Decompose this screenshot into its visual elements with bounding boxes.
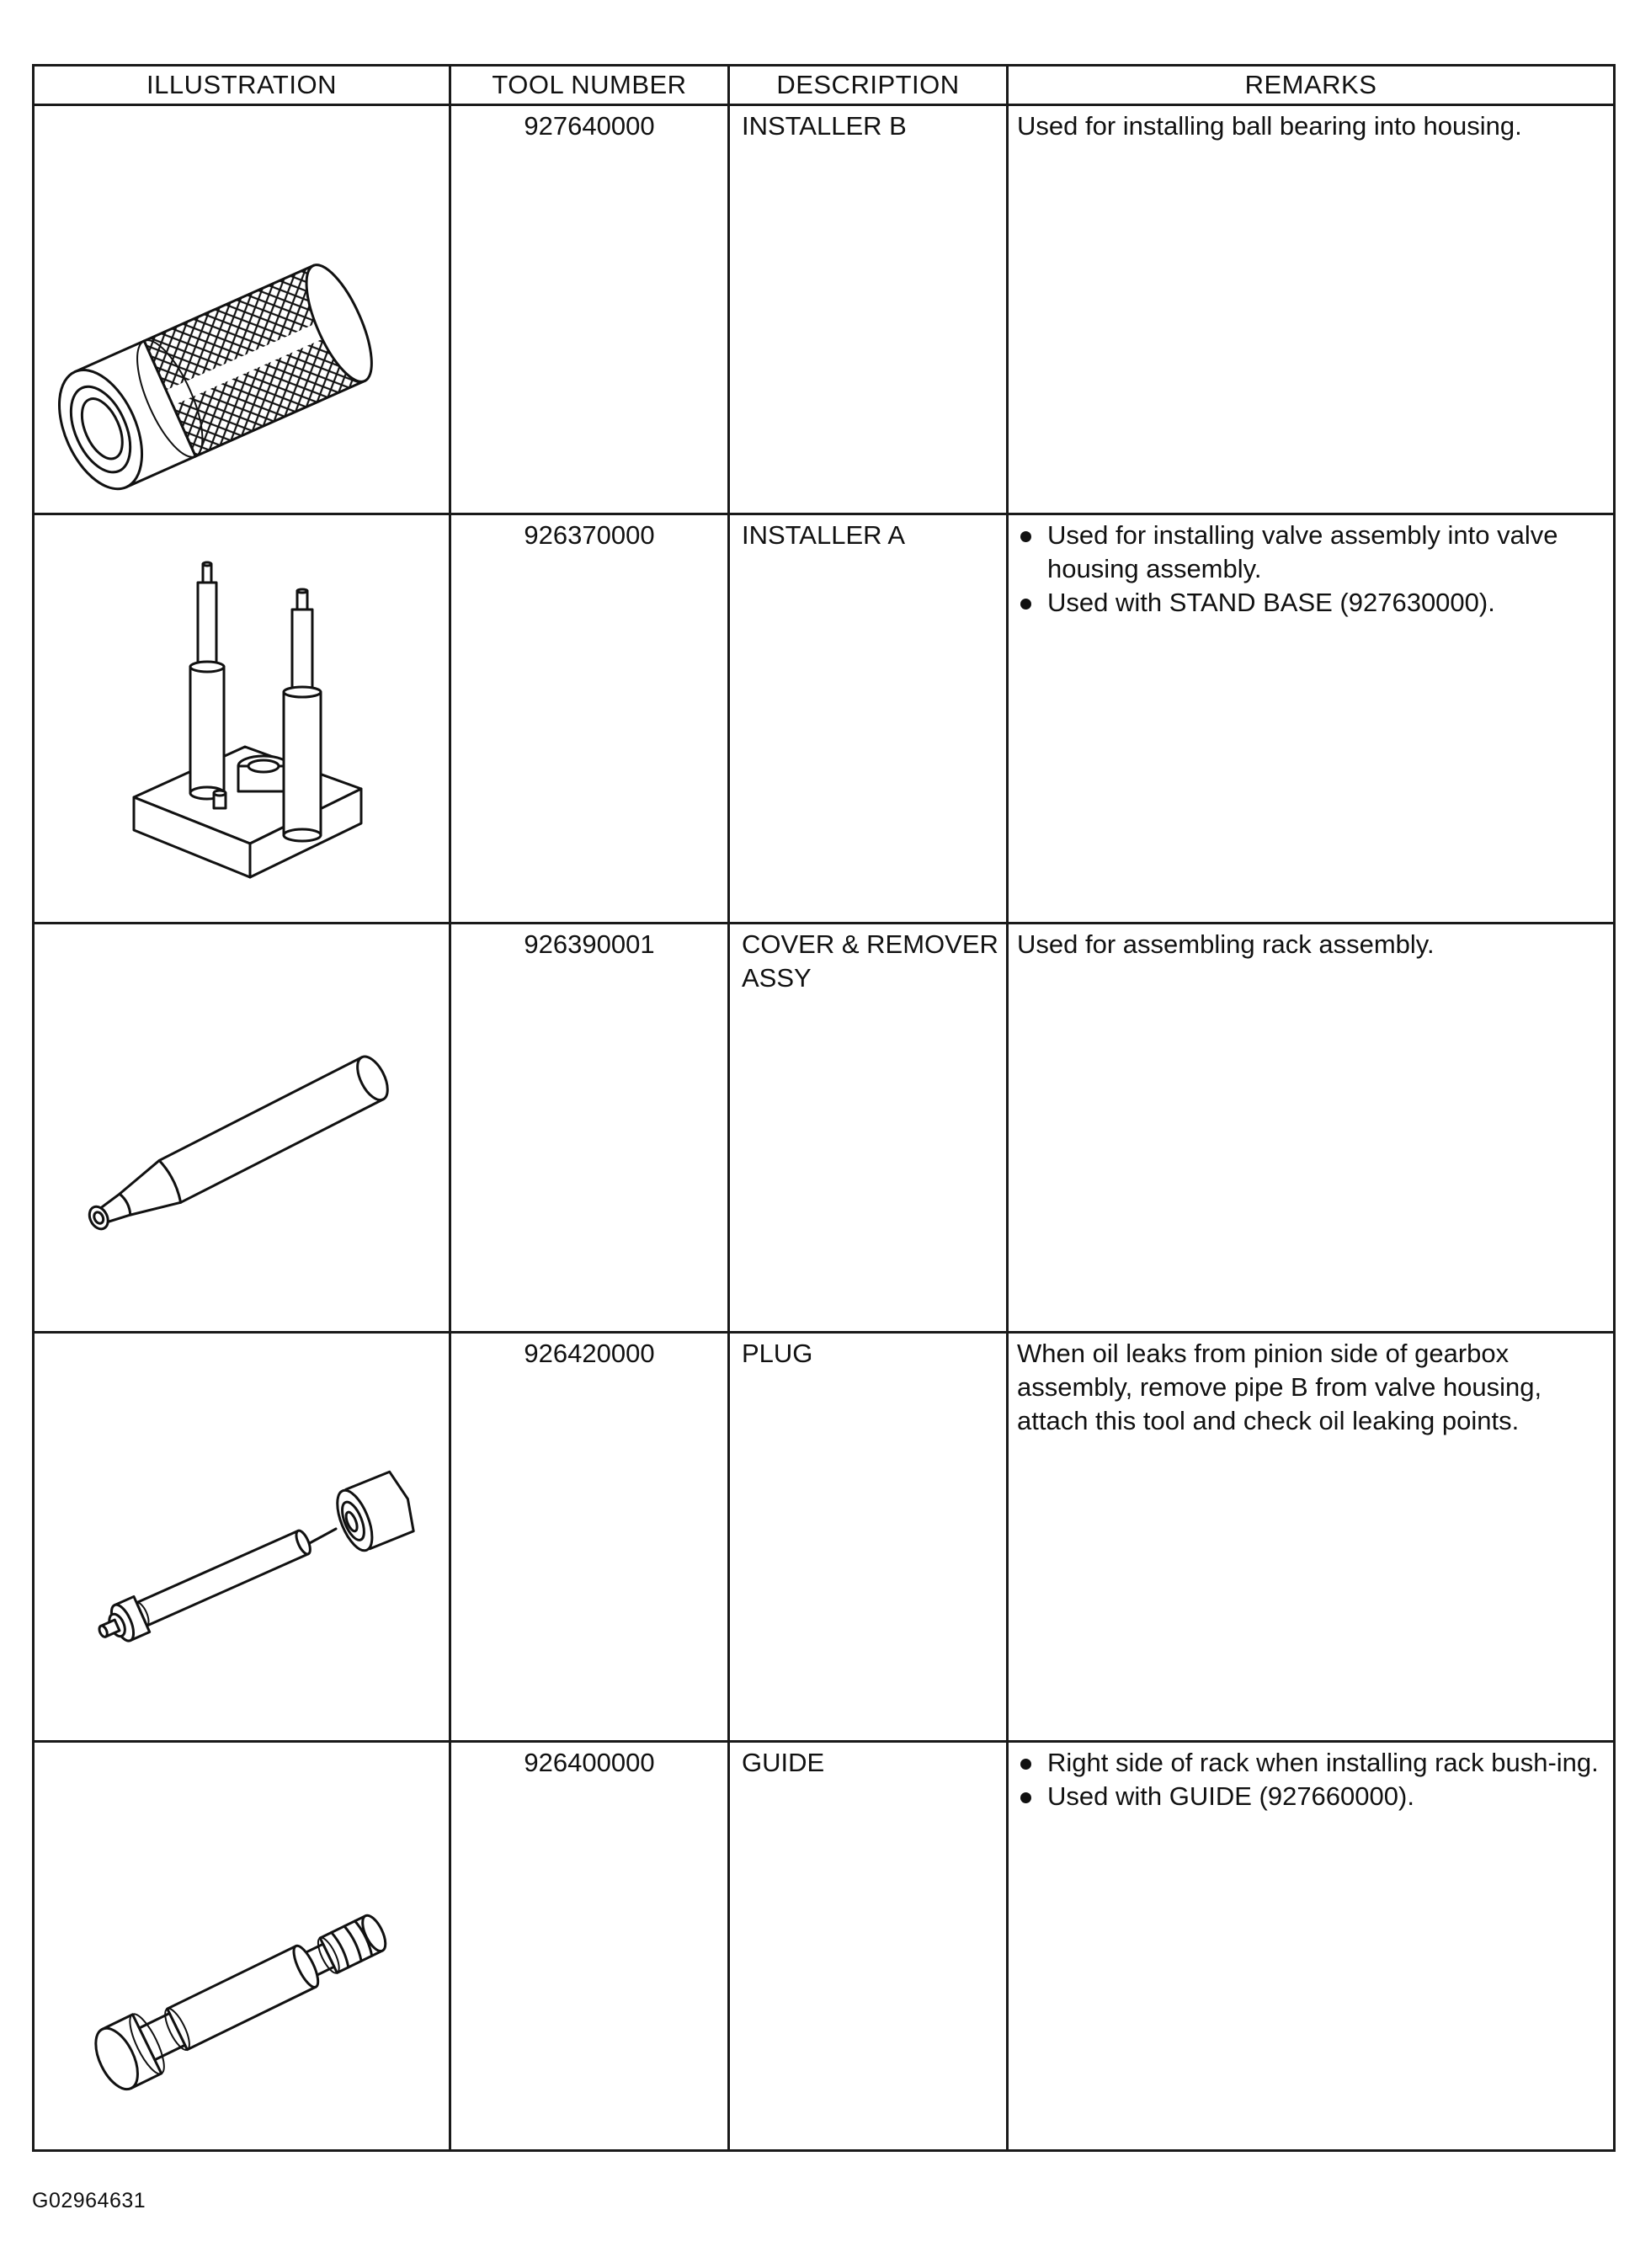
tool-number-cell: 926390001 <box>450 924 729 1333</box>
illustration-cell <box>34 924 450 1333</box>
description-cell: INSTALLER B <box>729 105 1008 514</box>
remarks-list <box>1017 1746 1603 1813</box>
tool-number-cell: 926370000 <box>450 514 729 924</box>
header-remarks: REMARKS <box>1008 66 1615 105</box>
remark-text: Right side of rack when installing rack bush-ing. <box>1047 1748 1599 1777</box>
remark-text: Used for installing valve assembly into valve housing assembly. <box>1047 520 1558 583</box>
installer-b-tool-icon <box>35 106 451 509</box>
remarks-cell <box>1008 1333 1615 1742</box>
list-item <box>1017 586 1603 620</box>
description-cell: INSTALLER A <box>729 514 1008 924</box>
header-illustration: ILLUSTRATION <box>34 66 450 105</box>
remark-text: Used with GUIDE (927660000). <box>1047 1781 1414 1811</box>
remark-text: When oil leaks from pinion side of gearbox assembly, remove pipe B from valve housing, attach this tool and check oil leaking points. <box>1017 1339 1542 1435</box>
list-item <box>1017 519 1603 586</box>
special-tools-table <box>32 64 1616 2152</box>
illustration-cell <box>34 1742 450 2151</box>
table-row <box>34 924 1615 1333</box>
list-item <box>1017 1746 1603 1780</box>
table-row <box>34 1333 1615 1742</box>
list-item <box>1017 1780 1603 1813</box>
remarks-cell <box>1008 1742 1615 2151</box>
table-header-row <box>34 66 1615 105</box>
remark-text: Used for installing ball bearing into housing. <box>1017 111 1522 141</box>
table-row <box>34 514 1615 924</box>
tool-number-cell: 927640000 <box>450 105 729 514</box>
description-cell: GUIDE <box>729 1742 1008 2151</box>
bullet-icon <box>1020 599 1031 610</box>
bullet-icon <box>1020 531 1031 542</box>
remarks-cell <box>1008 924 1615 1333</box>
special-tools-sheet <box>32 64 1613 2152</box>
tool-number-cell: 926420000 <box>450 1333 729 1742</box>
bullet-icon <box>1020 1759 1031 1770</box>
guide-tool-icon <box>35 1743 451 2146</box>
remarks-list <box>1017 519 1603 620</box>
illustration-cell <box>34 105 450 514</box>
remarks-cell <box>1008 105 1615 514</box>
header-description: DESCRIPTION <box>729 66 1008 105</box>
tool-number-cell: 926400000 <box>450 1742 729 2151</box>
header-tool-number: TOOL NUMBER <box>450 66 729 105</box>
description-cell: COVER & REMOVER ASSY <box>729 924 1008 1333</box>
bullet-icon <box>1020 1792 1031 1803</box>
illustration-cell <box>34 1333 450 1742</box>
table-row <box>34 105 1615 514</box>
figure-id: G02964631 <box>32 2189 146 2212</box>
cover-remover-tool-icon <box>35 924 451 1328</box>
remark-text: Used for assembling rack assembly. <box>1017 929 1435 959</box>
remark-text: Used with STAND BASE (927630000). <box>1047 588 1495 617</box>
illustration-cell <box>34 514 450 924</box>
remarks-cell <box>1008 514 1615 924</box>
plug-tool-icon <box>35 1334 451 1737</box>
table-row <box>34 1742 1615 2151</box>
description-cell: PLUG <box>729 1333 1008 1742</box>
installer-a-tool-icon <box>35 515 451 918</box>
